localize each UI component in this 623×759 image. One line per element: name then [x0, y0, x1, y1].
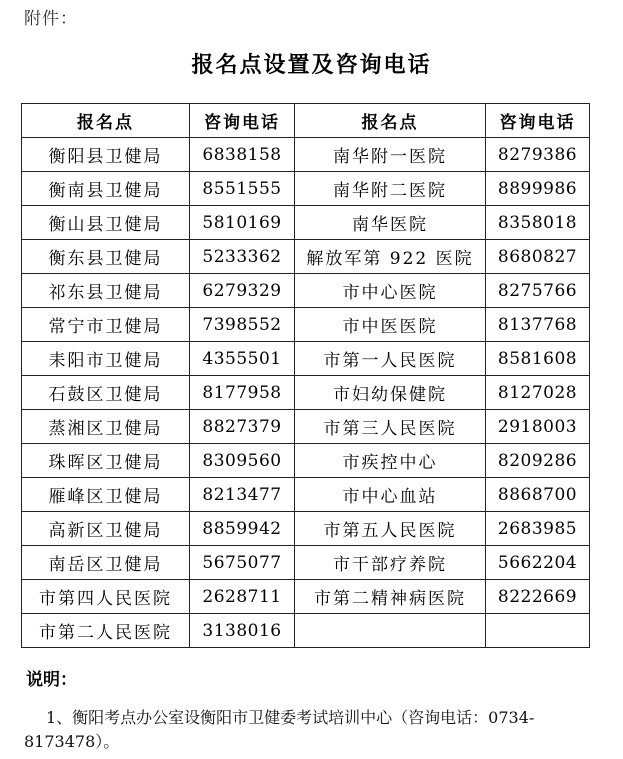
phone-cell: 5810169	[190, 206, 295, 240]
registration-point-cell: 石鼓区卫健局	[22, 376, 190, 410]
table-row	[22, 444, 590, 478]
registration-point-cell: 市中心血站	[295, 478, 486, 512]
note-item: 1、衡阳考点办公室设衡阳市卫健委考试培训中心（咨询电话：0734-8173478）。	[24, 708, 535, 751]
registration-point-cell: 市中医医院	[295, 308, 486, 342]
registration-point-cell: 衡南县卫健局	[22, 172, 190, 206]
phone-cell	[486, 614, 590, 648]
phone-cell: 5233362	[190, 240, 295, 274]
registration-point-cell: 常宁市卫健局	[22, 308, 190, 342]
phone-cell: 8358018	[486, 206, 590, 240]
registration-contact-table	[21, 103, 590, 648]
phone-cell: 5675077	[190, 546, 295, 580]
registration-point-cell: 衡东县卫健局	[22, 240, 190, 274]
table-row	[22, 342, 590, 376]
registration-point-cell: 市第一人民医院	[295, 342, 486, 376]
table-row	[22, 172, 590, 206]
phone-cell: 6838158	[190, 138, 295, 172]
table-row	[22, 614, 590, 648]
registration-point-cell	[295, 614, 486, 648]
registration-point-cell: 南华附一医院	[295, 138, 486, 172]
phone-cell: 8551555	[190, 172, 295, 206]
phone-cell: 8177958	[190, 376, 295, 410]
registration-point-cell: 市第二精神病医院	[295, 580, 486, 614]
header-registration-point: 报名点	[22, 104, 190, 138]
phone-cell: 8137768	[486, 308, 590, 342]
registration-point-cell: 雁峰区卫健局	[22, 478, 190, 512]
registration-point-cell: 市第二人民医院	[22, 614, 190, 648]
phone-cell: 2683985	[486, 512, 590, 546]
table-row	[22, 274, 590, 308]
phone-cell: 8680827	[486, 240, 590, 274]
registration-point-cell: 南岳区卫健局	[22, 546, 190, 580]
phone-cell: 2628711	[190, 580, 295, 614]
registration-point-cell: 衡阳县卫健局	[22, 138, 190, 172]
registration-point-cell: 珠晖区卫健局	[22, 444, 190, 478]
registration-point-cell: 市干部疗养院	[295, 546, 486, 580]
phone-cell: 8868700	[486, 478, 590, 512]
phone-cell: 8213477	[190, 478, 295, 512]
registration-point-cell: 市第五人民医院	[295, 512, 486, 546]
table-row	[22, 240, 590, 274]
phone-cell: 3138016	[190, 614, 295, 648]
attachment-label: 附件：	[24, 9, 78, 29]
registration-point-cell: 蒸湘区卫健局	[22, 410, 190, 444]
table-row	[22, 580, 590, 614]
registration-point-cell: 祁东县卫健局	[22, 274, 190, 308]
phone-cell: 4355501	[190, 342, 295, 376]
table-row	[22, 512, 590, 546]
registration-point-cell: 耒阳市卫健局	[22, 342, 190, 376]
registration-point-cell: 高新区卫健局	[22, 512, 190, 546]
registration-point-cell: 南华医院	[295, 206, 486, 240]
registration-point-cell: 市疾控中心	[295, 444, 486, 478]
phone-cell: 8859942	[190, 512, 295, 546]
phone-cell: 7398552	[190, 308, 295, 342]
header-consult-phone: 咨询电话	[486, 104, 590, 138]
table-row	[22, 138, 590, 172]
header-registration-point: 报名点	[295, 104, 486, 138]
table-row	[22, 308, 590, 342]
registration-point-cell: 市妇幼保健院	[295, 376, 486, 410]
phone-cell: 2918003	[486, 410, 590, 444]
phone-cell: 5662204	[486, 546, 590, 580]
page-title: 报名点设置及咨询电话	[191, 53, 432, 78]
table-row	[22, 410, 590, 444]
registration-point-cell: 市第四人民医院	[22, 580, 190, 614]
table-row	[22, 478, 590, 512]
notes-title: 说明：	[26, 670, 77, 690]
phone-cell: 8275766	[486, 274, 590, 308]
phone-cell: 8209286	[486, 444, 590, 478]
table-header-row	[22, 104, 590, 138]
phone-cell: 8899986	[486, 172, 590, 206]
header-consult-phone: 咨询电话	[190, 104, 295, 138]
phone-cell: 8581608	[486, 342, 590, 376]
phone-cell: 8309560	[190, 444, 295, 478]
registration-point-cell: 南华附二医院	[295, 172, 486, 206]
phone-cell: 6279329	[190, 274, 295, 308]
registration-point-cell: 市中心医院	[295, 274, 486, 308]
phone-cell: 8127028	[486, 376, 590, 410]
registration-point-cell: 市第三人民医院	[295, 410, 486, 444]
table-row	[22, 206, 590, 240]
table-row	[22, 376, 590, 410]
table-body	[22, 138, 590, 648]
table-row	[22, 546, 590, 580]
registration-point-cell: 解放军第 922 医院	[295, 240, 486, 274]
registration-point-cell: 衡山县卫健局	[22, 206, 190, 240]
phone-cell: 8827379	[190, 410, 295, 444]
phone-cell: 8222669	[486, 580, 590, 614]
phone-cell: 8279386	[486, 138, 590, 172]
